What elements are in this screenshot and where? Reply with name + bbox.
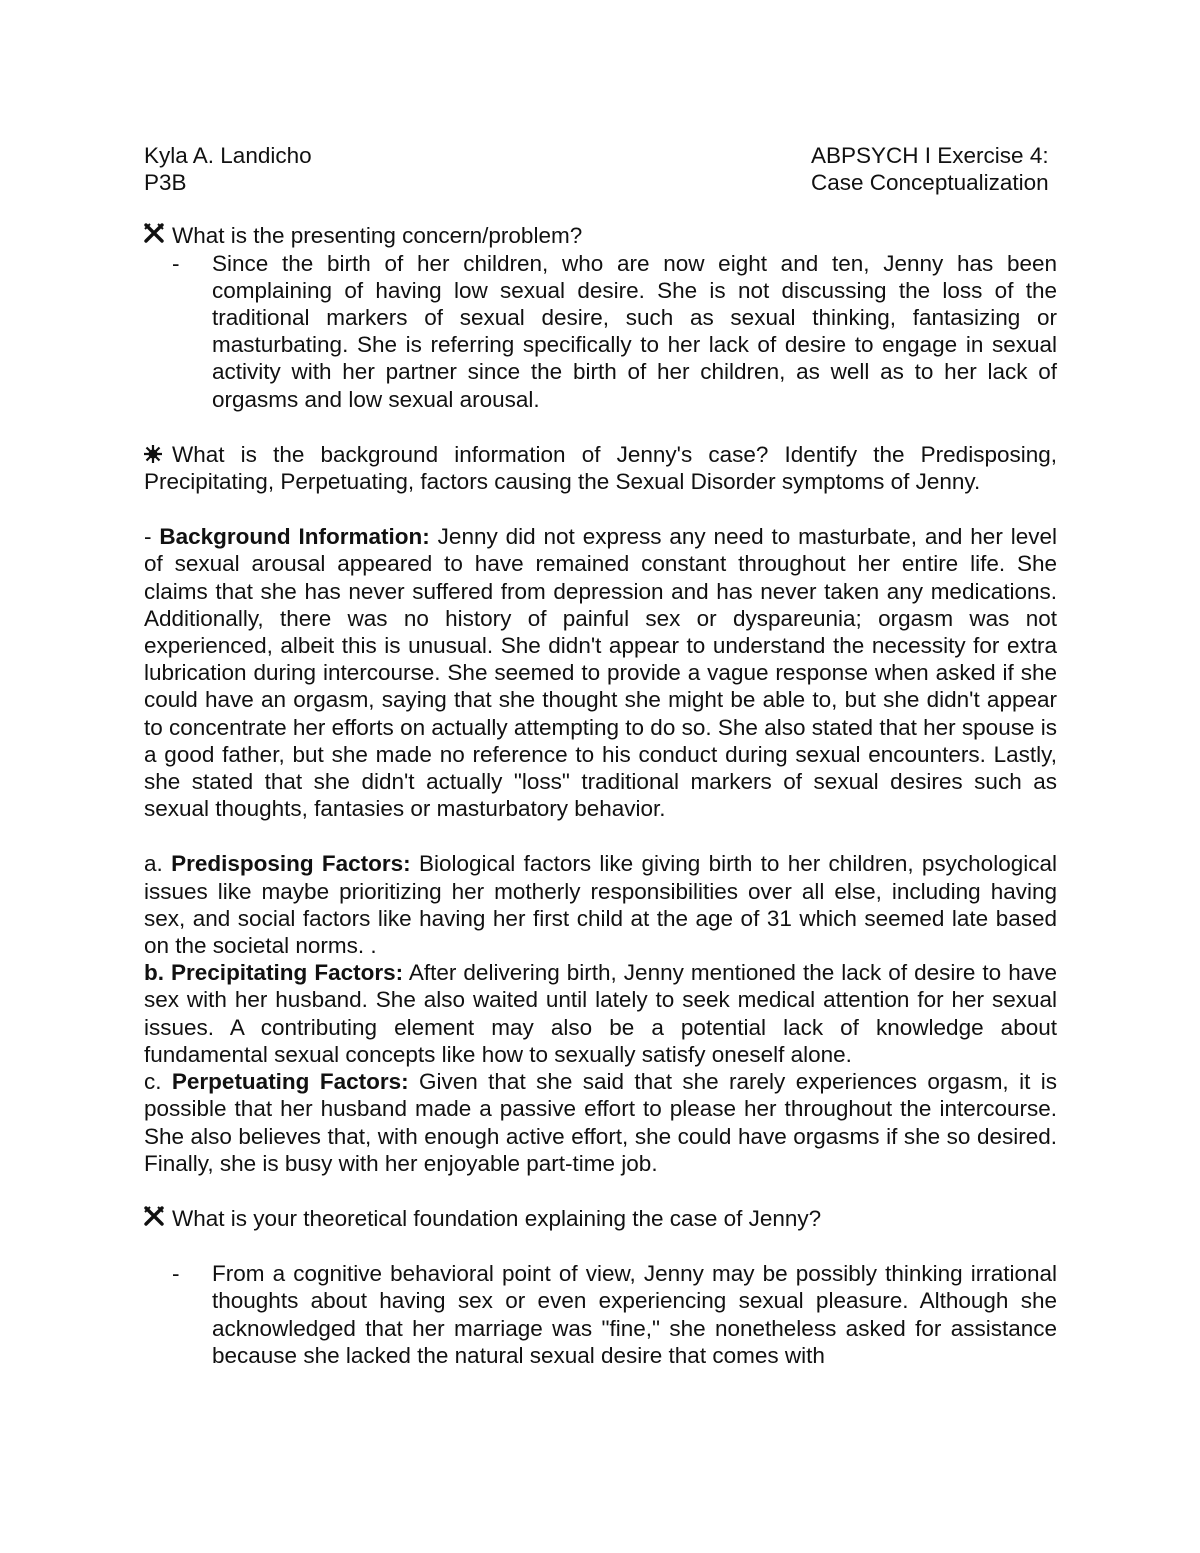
answer-1-text: Since the birth of her children, who are now eight and ten, Jenny has been complaining of having low sexual desire. She is not discussing the loss of the traditional markers of sexual desire, such as sexual thinking, fantasizing or masturbating. She is referring specifically to her lack of desire to engage in sexual activity with her partner since the birth of her children, as well as to her lack of orgasms and low sexual arousal.: [212, 250, 1057, 412]
perpetuating-factors: [144, 1068, 1057, 1177]
question-3: [144, 1205, 1057, 1232]
bullet-dash: -: [172, 250, 180, 276]
predisposing-text: Biological factors like giving birth to her children, psychological issues like maybe prioritizing her motherly responsibilities over all else, including having sex, and social factors like having her first child at the age of 31 which seemed late based on the societal norms. .: [144, 851, 1057, 959]
perpetuating-prefix: c.: [144, 1069, 172, 1095]
perpetuating-label: Perpetuating Factors:: [171, 1069, 409, 1095]
background-label: Background Information:: [159, 524, 430, 550]
question-1-text: What is the presenting concern/problem?: [172, 223, 583, 249]
course-label: ABPSYCH I Exercise 4:: [811, 143, 1049, 168]
answer-3-text: From a cognitive behavioral point of view, Jenny may be possibly thinking irrational thoughts about having sex or even experiencing sexual pleasure. Although she acknowledged that her marriage was "fine," she nonetheless asked for assistance because she lacked the natural sexual desire that comes with: [212, 1261, 1057, 1368]
predisposing-factors: [144, 850, 1057, 959]
header-left: [144, 142, 312, 196]
answer-1: [172, 250, 1057, 413]
answer-3: [172, 1260, 1057, 1369]
question-3-text: What is your theoretical foundation explaining the case of Jenny?: [172, 1205, 822, 1231]
exercise-title: Case Conceptualization: [811, 170, 1049, 196]
crossed-swords-icon: [144, 222, 166, 249]
question-1: [144, 222, 1057, 249]
document-header: [144, 142, 1057, 196]
background-information: [144, 523, 1057, 822]
predisposing-label: Predisposing Factors:: [171, 851, 411, 877]
question-2-text: What is the background information of Jenny's case? Identify the Predisposing, Precipitating, Perpetuating, factors causing the Sexual Disorder symptoms of Jenny.: [144, 441, 1057, 495]
student-name: Kyla A. Landicho: [144, 143, 312, 168]
document-page: [144, 142, 1057, 1369]
precipitating-label: b. Precipitating Factors:: [144, 960, 404, 986]
header-right: [811, 142, 1057, 196]
perpetuating-text: Given that she said that she rarely experiences orgasm, it is possible that her husband made a passive effort to please her throughout the intercourse. She also believes that, with enough active effort, she could have orgasms if she so desired. Finally, she is busy with her enjoyable part-time job.: [144, 1069, 1057, 1176]
asterisk-icon: [144, 441, 166, 468]
predisposing-prefix: a.: [144, 851, 172, 877]
crossed-swords-icon: [144, 1205, 166, 1232]
background-prefix: -: [144, 524, 160, 550]
precipitating-text: After delivering birth, Jenny mentioned the lack of desire to have sex with her husband. She also waited until lately to seek medical attention for her sexual issues. A contributing element may also be a potential lack of knowledge about fundamental sexual concepts like how to sexually satisfy oneself alone.: [144, 960, 1057, 1067]
bullet-dash: -: [172, 1261, 180, 1287]
question-2: [144, 441, 1057, 495]
background-text: Jenny did not express any need to masturbate, and her level of sexual arousal appeared to have remained constant throughout her entire life. She claims that she has never suffered from depression and has never taken any medications. Additionally, there was no history of painful sex or dyspareunia; orgasm was not experienced, albeit this is unusual. She didn't appear to understand the necessity for extra lubrication during intercourse. She seemed to provide a vague response when asked if she could have an orgasm, saying that she thought she might be able to, but she didn't appear to concentrate her efforts on actually attempting to do so. She also stated that her spouse is a good father, but she made no reference to his conduct during sexual encounters. Lastly, she stated that she didn't actually "loss" traditional markers of sexual desires such as sexual thoughts, fantasies or masturbatory behavior.: [144, 524, 1057, 822]
student-section: P3B: [144, 170, 187, 196]
precipitating-factors: [144, 959, 1057, 1068]
